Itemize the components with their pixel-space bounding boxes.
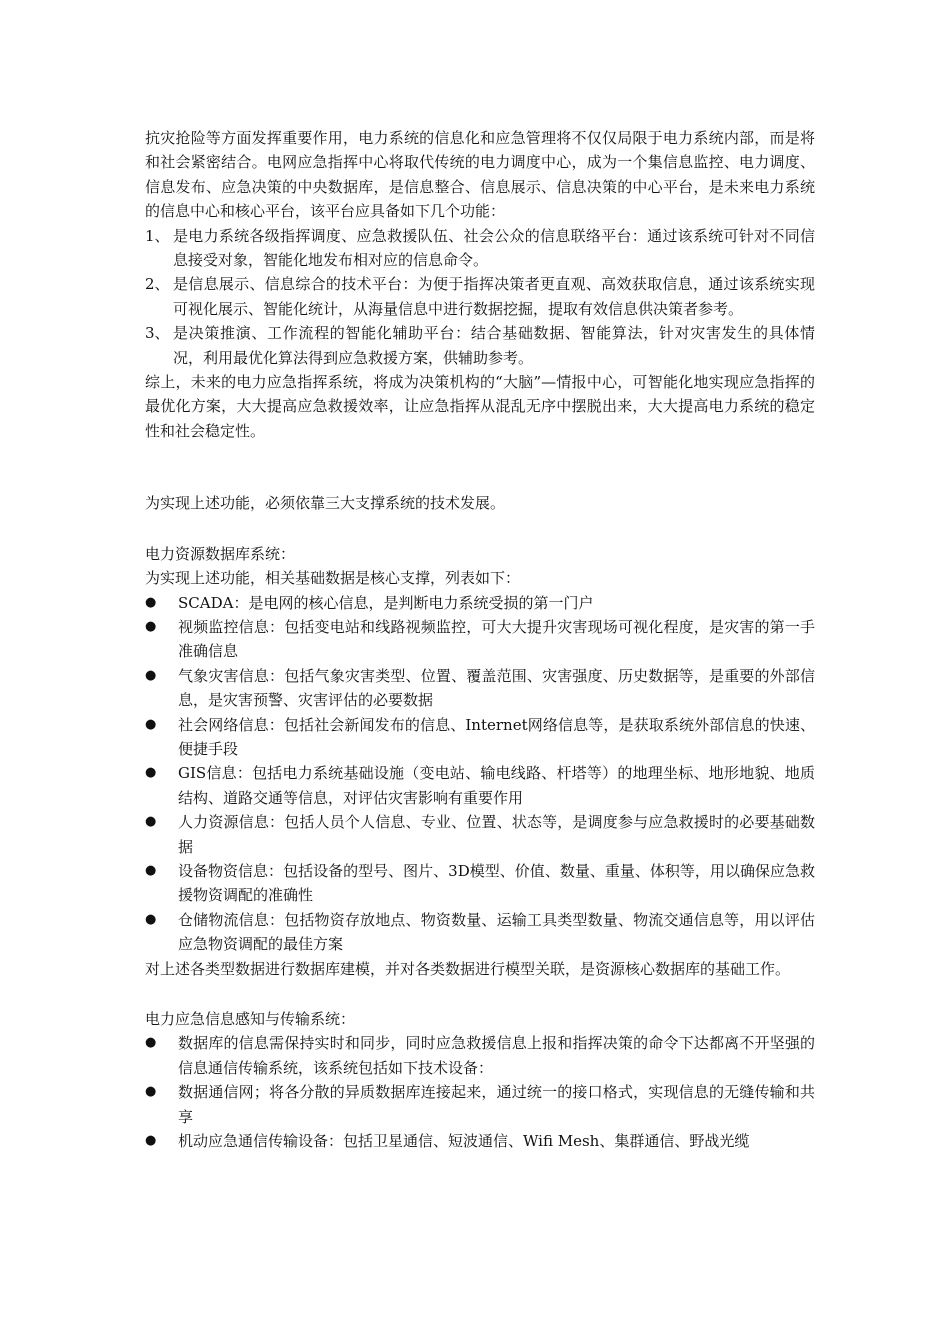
list-item-text: GIS信息：包括电力系统基础设施（变电站、输电线路、杆塔等）的地理坐标、地形地貌、地质结构、道路交通等信息，对评估灾害影响有重要作用	[178, 764, 815, 807]
bullet-icon: ●	[145, 618, 157, 634]
bullet-icon: ●	[145, 1084, 157, 1100]
list-number: 1、	[145, 226, 170, 245]
list-item-text: 数据库的信息需保持实时和同步，同时应急救援信息上报和指挥决策的命令下达都离不开坚强的信息通信传输系统，该系统包括如下技术设备：	[178, 1034, 815, 1077]
list-item	[145, 591, 815, 615]
bullet-icon: ●	[145, 814, 157, 830]
list-item-text: SCADA：是电网的核心信息，是判断电力系统受损的第一门户	[178, 593, 594, 612]
function-text: 是信息展示、信息综合的技术平台：为便于指挥决策者更直观、高效获取信息，通过该系统实现可视化展示、智能化统计，从海量信息中进行数据挖掘，提取有效信息供决策者参考。	[173, 275, 815, 318]
list-item-text: 机动应急通信传输设备：包括卫星通信、短波通信、Wifi Mesh、集群通信、野战光缆	[178, 1132, 750, 1151]
list-item	[145, 908, 815, 957]
list-item-text: 设备物资信息：包括设备的型号、图片、3D模型、价值、数量、重量、体积等，用以确保应急救援物资调配的准确性	[178, 861, 815, 905]
document-page	[145, 126, 815, 1153]
bullet-icon: ●	[145, 765, 157, 781]
list-item	[145, 1129, 815, 1153]
list-item	[145, 664, 815, 713]
summary-paragraph: 综上，未来的电力应急指挥系统，将成为决策机构的“大脑”—情报中心，可智能化地实现应急指挥的最优化方案，大大提高应急救援效率，让应急指挥从混乱无序中摆脱出来，大大提高电力系统的稳定性和社会稳定性。	[145, 373, 815, 440]
section-closing: 对上述各类型数据进行数据库建模，并对各类数据进行模型关联，是资源核心数据库的基础工作。	[145, 959, 791, 978]
function-text: 是电力系统各级指挥调度、应急救援队伍、社会公众的信息联络平台：通过该系统可针对不同信息接受对象，智能化地发布相对应的信息命令。	[173, 226, 815, 270]
list-item	[145, 810, 815, 859]
list-item-text: 视频监控信息：包括变电站和线路视频监控，可大大提升灾害现场可视化程度，是灾害的第一手准确信息	[178, 617, 815, 661]
list-item-text: 仓储物流信息：包括物资存放地点、物资数量、运输工具类型数量、物流交通信息等，用以评估应急物资调配的最佳方案	[178, 910, 815, 954]
bullet-icon: ●	[145, 862, 157, 878]
bullet-icon: ●	[145, 594, 157, 610]
transmission-list	[145, 1031, 815, 1153]
list-item	[145, 859, 815, 908]
bullet-icon: ●	[145, 911, 157, 927]
bullet-icon: ●	[145, 667, 157, 683]
function-text: 是决策推演、工作流程的智能化辅助平台：结合基础数据、智能算法，针对灾害发生的具体情况，利用最优化算法得到应急救援方案，供辅助参考。	[173, 324, 815, 367]
list-item	[145, 615, 815, 664]
bullet-icon: ●	[145, 1035, 157, 1051]
function-item	[145, 272, 815, 321]
list-item	[145, 1031, 815, 1080]
intro-paragraph: 抗灾抢险等方面发挥重要作用，电力系统的信息化和应急管理将不仅仅局限于电力系统内部，而是将和社会紧密结合。电网应急指挥中心将取代传统的电力调度中心，成为一个集信息监控、电力调度、信息发布、应急决策的中央数据库，是信息整合、信息展示、信息决策的中心平台，是未来电力系统的信息中心和核心平台，该平台应具备如下几个功能：	[145, 129, 815, 221]
list-number: 2、	[145, 275, 170, 294]
bullet-icon: ●	[145, 716, 157, 732]
list-item	[145, 1080, 815, 1129]
list-item-text: 人力资源信息：包括人员个人信息、专业、位置、状态等，是调度参与应急救援时的必要基础数据	[178, 813, 815, 856]
function-item	[145, 321, 815, 370]
list-item	[145, 713, 815, 762]
data-type-list	[145, 591, 815, 957]
function-item	[145, 224, 815, 273]
section-heading-database: 电力资源数据库系统：	[145, 544, 296, 563]
section-lead: 为实现上述功能，相关基础数据是核心支撑，列表如下：	[145, 569, 521, 588]
list-item-text: 数据通信网；将各分散的异质数据库连接起来，通过统一的接口格式，实现信息的无缝传输和共享	[178, 1083, 815, 1126]
list-item-text: 气象灾害信息：包括气象灾害类型、位置、覆盖范围、灾害强度、历史数据等，是重要的外部信息，是灾害预警、灾害评估的必要数据	[178, 666, 815, 710]
list-item	[145, 761, 815, 810]
support-intro: 为实现上述功能，必须依靠三大支撑系统的技术发展。	[145, 494, 506, 513]
function-list	[145, 224, 815, 370]
bullet-icon: ●	[145, 1133, 157, 1149]
section-heading-transmission: 电力应急信息感知与传输系统：	[145, 1010, 356, 1028]
list-number: 3、	[145, 324, 170, 343]
list-item-text: 社会网络信息：包括社会新闻发布的信息、Internet网络信息等，是获取系统外部信息的快速、便捷手段	[178, 715, 815, 758]
